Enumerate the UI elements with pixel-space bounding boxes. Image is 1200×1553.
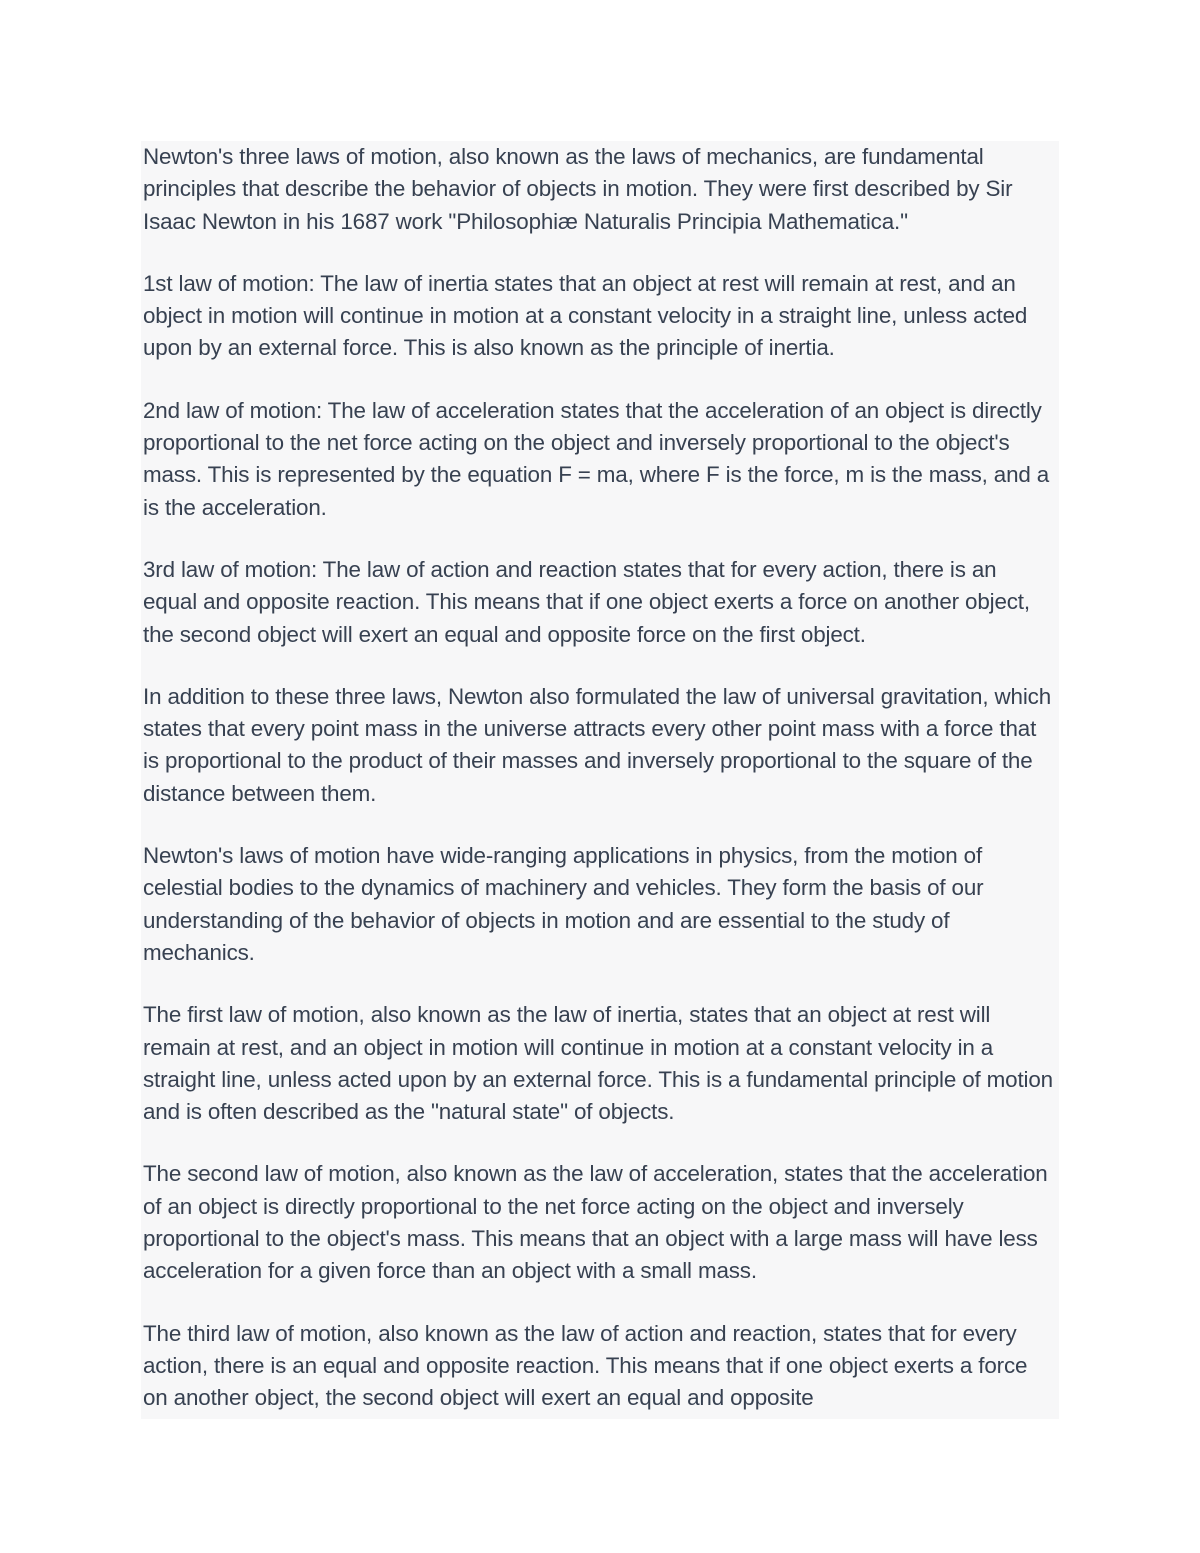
document-text-block [141, 141, 1059, 1419]
paragraph-second-law-detail: The second law of motion, also known as the law of acceleration, states that the acceleration of an object is directly proportional to the net force acting on the object and inversely proportional to the object's mass. This means that an object with a large mass will have less acceleration for a given force than an object with a small mass. [143, 1161, 1048, 1284]
paragraph-first-law-detail: The first law of motion, also known as the law of inertia, states that an object at rest will remain at rest, and an object in motion will continue in motion at a constant velocity in a straight line, unless acted upon by an external force. This is a fundamental principle of motion and is often described as the "natural state" of objects. [143, 1002, 1053, 1125]
paragraph-intro: Newton's three laws of motion, also known as the laws of mechanics, are fundamental principles that describe the behavior of objects in motion. They were first described by Sir Isaac Newton in his 1687 work "Philosophiæ Naturalis Principia Mathematica." [143, 144, 1013, 234]
paragraph-third-law: 3rd law of motion: The law of action and reaction states that for every action, there is an equal and opposite reaction. This means that if one object exerts a force on another object, the second object will exert an equal and opposite force on the first object. [143, 556, 1030, 647]
paragraph-third-law-detail: The third law of motion, also known as the law of action and reaction, states that for every action, there is an equal and opposite reaction. This means that if one object exerts a force on another object, the second object will exert an equal and opposite [143, 1320, 1028, 1411]
paragraph-second-law: 2nd law of motion: The law of acceleration states that the acceleration of an object is directly proportional to the net force acting on the object and inversely proportional to the object's mass. This is represented by the equation F = ma, where F is the force, m is the mass, and a is the acceleration. [143, 397, 1050, 520]
paragraph-applications: Newton's laws of motion have wide-ranging applications in physics, from the motion of celestial bodies to the dynamics of machinery and vehicles. They form the basis of our understanding of the behavior of objects in motion and are essential to the study of mechanics. [143, 843, 984, 965]
paragraph-gravitation: In addition to these three laws, Newton also formulated the law of universal gravitation, which states that every point mass in the universe attracts every other point mass with a force that is proportional to the product of their masses and inversely proportional to the square of the distance between them. [143, 683, 1051, 806]
paragraph-first-law: 1st law of motion: The law of inertia states that an object at rest will remain at rest, and an object in motion will continue in motion at a constant velocity in a straight line, unless acted upon by an external force. This is also known as the principle of inertia. [143, 270, 1028, 361]
